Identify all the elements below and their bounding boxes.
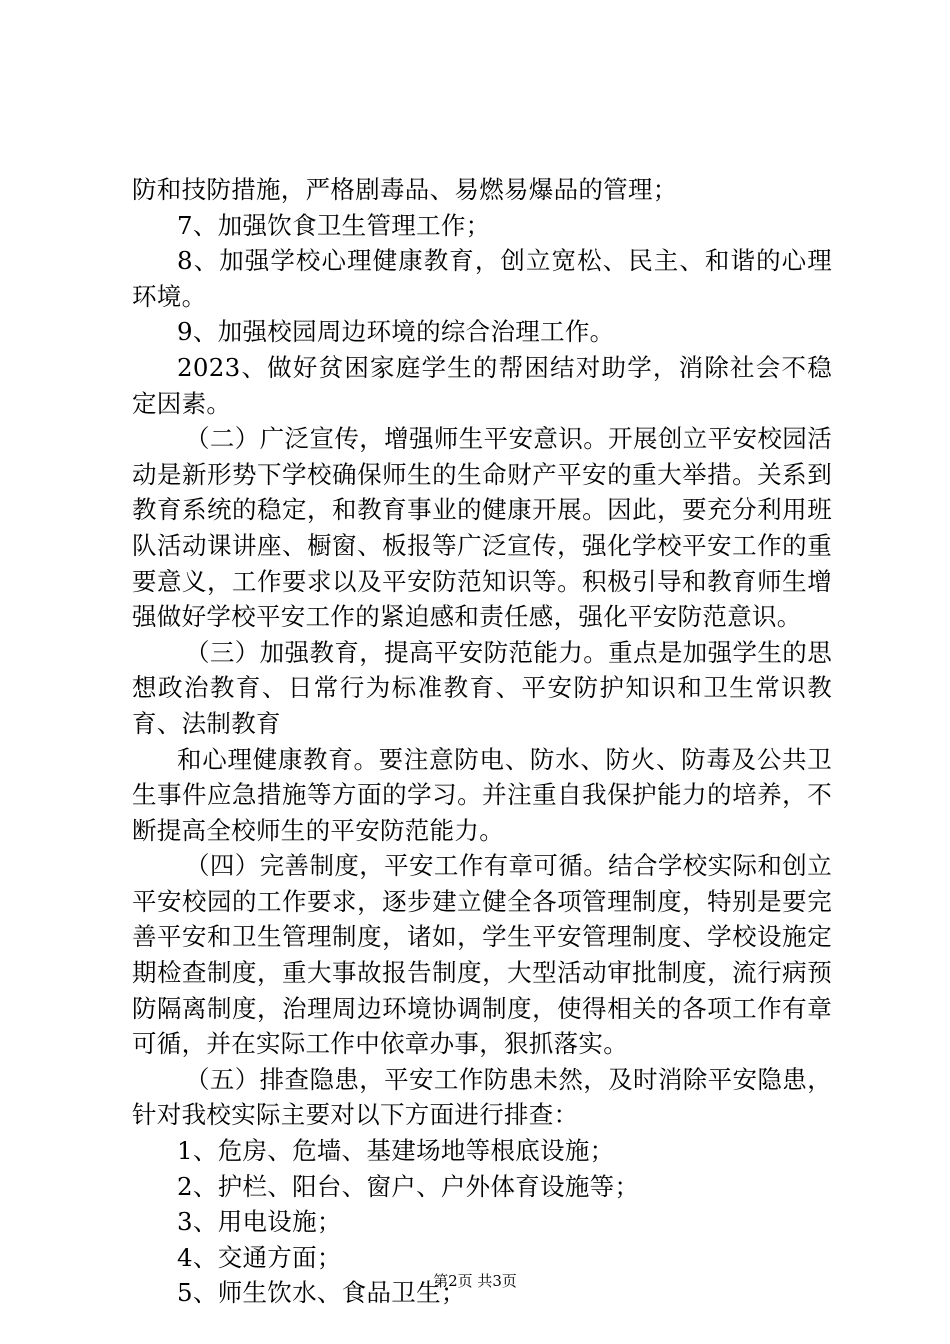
check-item-1: 1、危房、危墙、基建场地等根底设施；: [177, 1136, 615, 1166]
list-item-9: 9、加强校园周边环境的综合治理工作。: [177, 317, 615, 347]
section-five-paragraph: （五）排查隐患，平安工作防患未然，及时消除平安隐患，针对我校实际主要对以下方面进行排查：: [132, 1064, 832, 1130]
section-two-paragraph: （二）广泛宣传，增强师生平安意识。开展创立平安校园活动是新形势下学校确保师生的生命财产平安的重大举措。关系到教育系统的稳定，和教育事业的健康开展。因此，要充分利用班队活动课讲座、橱窗、板报等广泛宣传，强化学校平安工作的重要意义，工作要求以及平安防范知识等。积极引导和教育师生增强做好学校平安工作的紧迫感和责任感，强化平安防范意识。: [132, 424, 832, 632]
check-item-3: 3、用电设施；: [177, 1207, 342, 1237]
document-body: [132, 172, 832, 1311]
section-four-paragraph: （四）完善制度，平安工作有章可循。结合学校实际和创立平安校园的工作要求，逐步建立健全各项管理制度，特别是要完善平安和卫生管理制度，诸如，学生平安管理制度、学校设施定期检查制度，重大事故报告制度，大型活动审批制度，流行病预防隔离制度，治理周边环境协调制度，使得相关的各项工作有章可循，并在实际工作中依章办事，狠抓落实。: [132, 851, 832, 1059]
check-item-5: 5、师生饮水、食品卫生；: [177, 1278, 466, 1308]
list-item-8: 8、加强学校心理健康教育，创立宽松、民主、和谐的心理环境。: [132, 246, 832, 311]
page-number-footer: 第2页 共3页: [433, 1272, 517, 1290]
list-item-2023: 2023、做好贫困家庭学生的帮困结对助学，消除社会不稳定因素。: [132, 352, 832, 418]
check-item-4: 4、交通方面；: [177, 1242, 342, 1272]
section-three-paragraph: （三）加强教育，提高平安防范能力。重点是加强学生的思想政治教育、日常行为标准教育、平安防护知识和卫生常识教育、法制教育: [132, 637, 832, 738]
section-three-continuation: 和心理健康教育。要注意防电、防水、防火、防毒及公共卫生事件应急措施等方面的学习。并注重自我保护能力的培养，不断提高全校师生的平安防范能力。: [132, 744, 832, 845]
list-item-7: 7、加强饮食卫生管理工作；: [177, 210, 491, 240]
check-item-2: 2、护栏、阳台、窗户、户外体育设施等；: [177, 1171, 640, 1201]
paragraph-continuation: 防和技防措施，严格剧毒品、易燃易爆品的管理；: [132, 175, 678, 204]
